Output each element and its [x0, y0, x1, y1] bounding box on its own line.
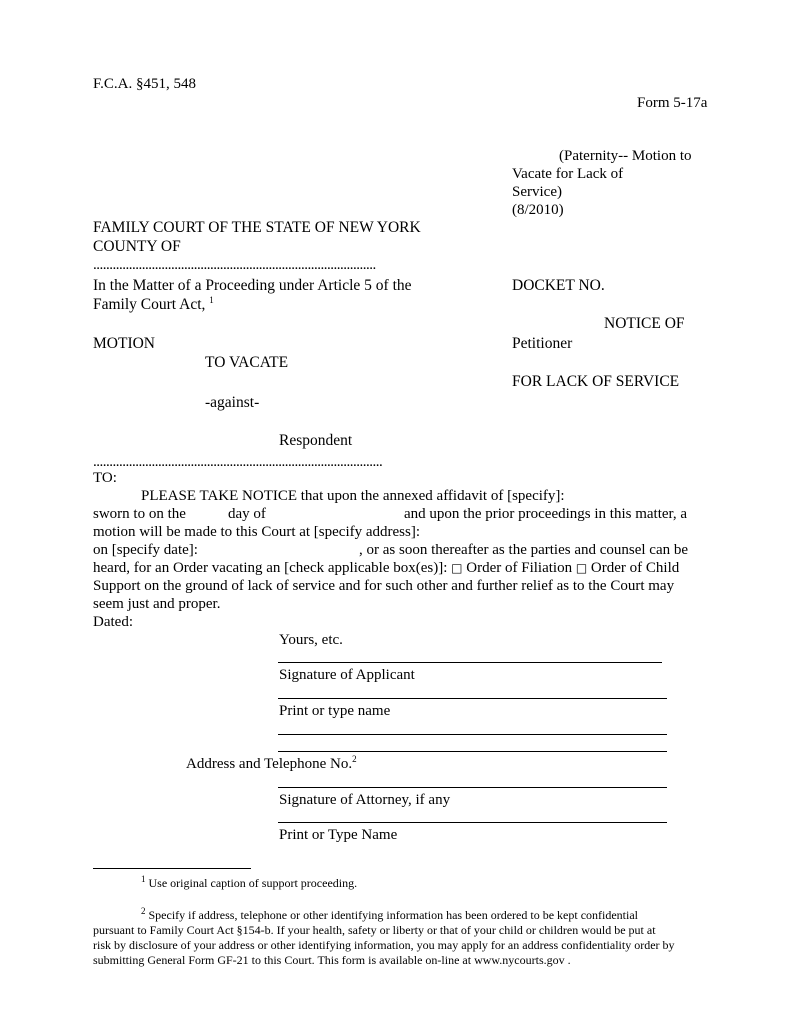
court-county: COUNTY OF [93, 238, 181, 255]
attorney-print-name-line[interactable] [278, 822, 667, 823]
address-line-2[interactable] [278, 751, 667, 752]
caption-dots-bottom: ......................................................................................... [93, 454, 383, 470]
day-of-label: day of [228, 506, 266, 522]
sworn-on-label: sworn to on the [93, 506, 186, 522]
dated-label: Dated: [93, 614, 133, 630]
notice-of-label: NOTICE OF [604, 315, 685, 332]
motion-label: MOTION [93, 335, 155, 352]
court-name: FAMILY COURT OF THE STATE OF NEW YORK [93, 219, 421, 236]
address-line-1[interactable] [278, 734, 667, 735]
applicant-signature-line[interactable] [278, 662, 662, 663]
footnote-2-line3: risk by disclosure of your address or other identifying information, you may apply for an address confidentiality order by [93, 938, 675, 952]
footnote-2-line4: submitting General Form GF-21 to this Court. This form is available on-line at www.nycourts.gov . [93, 953, 571, 967]
footnote-2-line2: pursuant to Family Court Act §154-b. If your health, safety or liberty or that of your child or children would be put at [93, 923, 656, 937]
yours-etc: Yours, etc. [279, 632, 343, 648]
form-date: (8/2010) [512, 202, 564, 218]
matter-line2 [93, 296, 214, 314]
footnote-2-number: 2 [141, 906, 146, 916]
footnote-separator [93, 868, 251, 869]
address-telephone-text: Address and Telephone No. [186, 756, 353, 772]
signature-attorney-label: Signature of Attorney, if any [279, 792, 451, 808]
footnote-ref-2: 2 [352, 754, 357, 764]
motion-address-text: motion will be made to this Court at [specify address]: [93, 524, 421, 540]
matter-line2-text: Family Court Act, [93, 296, 206, 313]
print-name-line[interactable] [278, 698, 667, 699]
against-label: -against- [205, 394, 260, 411]
to-label: TO: [93, 470, 117, 486]
to-vacate-label: TO VACATE [205, 354, 289, 371]
signature-applicant-label: Signature of Applicant [279, 667, 415, 683]
docket-number-label: DOCKET NO. [512, 277, 605, 294]
footnote-1 [141, 876, 357, 891]
footnote-ref-1: 1 [209, 294, 214, 305]
petitioner-label: Petitioner [512, 335, 573, 352]
print-name-label: Print or type name [279, 703, 391, 719]
child-support-option: Order of Child [590, 560, 680, 576]
child-support-checkbox[interactable]: □ [575, 561, 588, 575]
address-telephone-label [186, 755, 357, 773]
lack-of-service-label: FOR LACK OF SERVICE [512, 373, 680, 390]
statute-reference: F.C.A. §451, 548 [93, 76, 196, 92]
form-description-line2: Vacate for Lack of [512, 166, 624, 182]
caption-dots-top: ....................................................................................... [93, 257, 376, 273]
order-vacating-text: heard, for an Order vacating an [check applicable box(es)]: [93, 560, 448, 576]
form-number: Form 5-17a [637, 95, 708, 111]
specify-date-label: on [specify date]: [93, 542, 198, 558]
footnote-1-number: 1 [141, 874, 146, 884]
footnote-2-text-line1: Specify if address, telephone or other identifying information has been ordered to be kept confidential [148, 908, 639, 922]
filiation-option: Order of Filiation [466, 560, 573, 576]
attorney-signature-line[interactable] [278, 787, 667, 788]
form-description-line3: Service) [512, 184, 562, 200]
filiation-checkbox[interactable]: □ [451, 561, 463, 575]
respondent-label: Respondent [279, 432, 353, 449]
footnote-1-text: Use original caption of support proceeding. [148, 876, 358, 890]
prior-proceedings-text: and upon the prior proceedings in this matter, a [404, 506, 688, 522]
print-type-name-label: Print or Type Name [279, 827, 398, 843]
soon-thereafter-text: , or as soon thereafter as the parties and counsel can be [359, 542, 689, 558]
just-and-proper-text: seem just and proper. [93, 596, 221, 612]
matter-line1: In the Matter of a Proceeding under Article 5 of the [93, 277, 412, 294]
footnote-2-line1 [141, 908, 638, 923]
support-ground-text: Support on the ground of lack of service and for such other and further relief as to the Court may [93, 578, 675, 594]
form-description-line1: (Paternity-- Motion to [559, 148, 692, 164]
order-vacating-line [93, 559, 679, 577]
notice-paragraph-line1: PLEASE TAKE NOTICE that upon the annexed affidavit of [specify]: [141, 488, 565, 504]
